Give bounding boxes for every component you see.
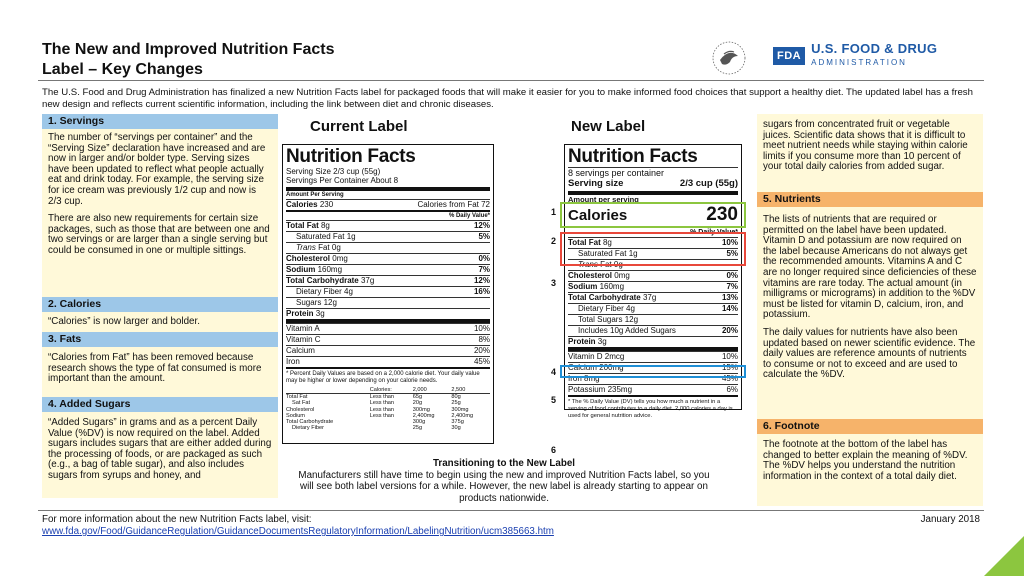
new-nutrient-dv: 20% — [721, 326, 738, 335]
footer-divider — [38, 510, 984, 511]
current-nutrition-label — [282, 144, 494, 444]
current-nutrient-name: Total Carbohydrate — [286, 276, 359, 285]
new-calories-value: 230 — [706, 204, 738, 225]
footer — [42, 514, 922, 538]
new-dv-header: % Daily Value* — [568, 226, 738, 237]
new-nutrient-dv: 13% — [721, 293, 738, 302]
header-divider — [38, 80, 984, 81]
new-nutrient-amount: 12g — [624, 315, 639, 324]
new-nutrient-amount: 0mg — [614, 271, 630, 280]
new-nutrient-name: Sodium — [568, 282, 598, 291]
section-nutrients-heading: 5. Nutrients — [757, 192, 983, 207]
new-calories-label: Calories — [568, 207, 628, 224]
section-nutrients-body — [757, 207, 983, 419]
current-row — [286, 297, 490, 308]
footnote-table-row — [286, 394, 490, 401]
current-vitamin-name: Vitamin A — [286, 324, 320, 333]
transition-note — [294, 458, 714, 504]
new-row-label — [568, 326, 676, 336]
servings-paragraph-1: The number of “servings per container” and the “Serving Size” declaration have increased and are now in larger and/or bolder type. Serving sizes have been updated to reflect what people actually eat and drink today. For example, the serving size for ice cream was previously 1/2 cup and now is 2/3 cup. — [48, 132, 266, 207]
footnote-table-cell: 375g — [451, 419, 464, 426]
new-nutrient-name: Dietary Fiber — [578, 304, 624, 313]
current-nutrient-name: Sodium — [286, 265, 316, 274]
new-nutrient-name: Trans — [578, 260, 598, 269]
footnote-table-cell: Less than — [369, 394, 395, 401]
current-nutrient-amount: 8g — [320, 221, 330, 230]
new-serving-size-row — [568, 178, 738, 189]
current-row — [286, 286, 490, 297]
new-nutrient-amount: 37g — [642, 293, 657, 302]
current-row-label — [286, 309, 325, 319]
current-row — [286, 253, 490, 264]
footnote-table-cell: 20g — [412, 400, 423, 407]
new-row-label — [568, 271, 630, 281]
right-column — [757, 114, 983, 506]
transition-title: Transitioning to the New Label — [432, 458, 576, 469]
current-calories-value: 230 — [319, 200, 334, 209]
new-row-label — [568, 249, 638, 259]
new-nutrient-amount: 8g — [602, 238, 612, 247]
badge-6: 6 — [548, 445, 559, 456]
section-servings-body — [42, 129, 278, 297]
current-vitamin-row — [286, 345, 490, 356]
badge-4: 4 — [548, 367, 559, 378]
new-row-label — [568, 337, 607, 347]
current-nutrient-amount: 4g — [344, 287, 353, 296]
new-servings: 8 servings per container — [568, 167, 738, 178]
current-nutrient-rows — [286, 220, 490, 319]
current-row — [286, 264, 490, 275]
current-calories-label: Calories — [286, 200, 318, 209]
footnote-table-cell: Less than — [369, 412, 395, 419]
new-row-label — [568, 282, 624, 292]
current-vitamin-name: Vitamin C — [286, 335, 321, 344]
footnote-table-cell: 30g — [451, 425, 461, 432]
nutrients-paragraph-2: The daily values for nutrients have also been updated based on newer scientific evidence. The daily values are reference amounts of nutrients to consume or not to exceed and are used to calculate the %DV. — [763, 326, 976, 381]
new-row — [568, 281, 738, 292]
footnote-table-cell: Total Fat — [286, 394, 308, 401]
new-nutrient-name: Cholesterol — [568, 271, 613, 280]
new-row — [568, 259, 738, 270]
new-vitamin-row — [568, 362, 738, 373]
new-row-label — [568, 238, 612, 248]
footnote-table-cell: Dietary Fiber — [292, 425, 325, 432]
intro-paragraph: The U.S. Food and Drug Administration has finalized a new Nutrition Facts label for packaged foods that will make it easier for you to make informed food choices that support a healthy diet. The updated label has a fresh new design and reflects current scientific information, including the link between diet and chronic diseases. — [42, 87, 973, 110]
new-nutrient-dv: 14% — [721, 304, 738, 313]
new-vitamin-row — [568, 351, 738, 362]
new-nutrient-dv: 0% — [726, 271, 738, 280]
new-row — [568, 314, 738, 325]
new-nutrition-label — [564, 144, 742, 419]
new-nutrient-name: Total Sugars — [578, 315, 623, 324]
current-row-label — [286, 287, 353, 297]
current-vitamin-dv: 8% — [478, 335, 490, 344]
corner-decoration — [984, 536, 1024, 576]
new-nutrient-amount: 4g — [626, 304, 635, 313]
current-vitamin-row — [286, 356, 490, 367]
new-vitamin-name: Iron 8mg — [568, 374, 600, 383]
current-row-label — [286, 232, 356, 242]
new-nutrient-amount: Fat 0g — [600, 260, 623, 269]
current-nutrient-dv: 7% — [478, 265, 490, 274]
new-vitamin-dv: 45% — [721, 374, 738, 383]
new-vitamin-name: Potassium 235mg — [568, 385, 633, 394]
current-calories-row — [286, 199, 490, 210]
badge-5: 5 — [548, 395, 559, 406]
footnote-table-cell: Less than — [369, 406, 395, 413]
footnote-table-cell: 300mg — [451, 406, 469, 413]
new-nf-title: Nutrition Facts — [568, 146, 698, 167]
section-calories-heading: 2. Calories — [42, 297, 278, 312]
current-row-label — [286, 221, 330, 231]
current-row — [286, 308, 490, 319]
current-nutrient-dv: 0% — [478, 254, 490, 263]
new-row-label — [568, 260, 623, 270]
title-line-2: Label – Key Changes — [42, 61, 203, 78]
transition-body: Manufacturers still have time to begin using the new and improved Nutrition Facts label, so you will see both label versions for a while. However, the new label is already starting to appear on products nationwide. — [298, 469, 710, 504]
current-amount-per: Amount Per Serving — [286, 187, 490, 199]
footnote-table-cell: Sodium — [286, 412, 305, 419]
new-amount-per: Amount per serving — [568, 191, 738, 204]
current-nutrient-amount: 3g — [315, 309, 325, 318]
current-nutrient-dv: 5% — [478, 232, 490, 241]
footnote-table-cell: 2,400mg — [451, 412, 474, 419]
new-vitamin-name: Vitamin D 2mcg — [568, 352, 625, 361]
new-row — [568, 303, 738, 314]
current-vitamin-name: Calcium — [286, 346, 315, 355]
new-nutrient-amount: 160mg — [599, 282, 625, 291]
footnote-table-cell: 25g — [451, 400, 461, 407]
label-comparison — [282, 114, 754, 455]
current-vitamin-rows — [286, 319, 490, 367]
new-row — [568, 336, 738, 347]
current-nutrient-name: Dietary Fiber — [296, 287, 342, 296]
new-vitamin-dv: 10% — [721, 352, 738, 361]
section-fats-body: “Calories from Fat” has been removed because research shows the type of fat consumed is more important than the amount. — [42, 347, 278, 397]
new-serving-size-label: Serving size — [568, 178, 624, 189]
new-nutrient-amount: 1g — [628, 249, 638, 258]
new-row — [568, 270, 738, 281]
footnote-table-head — [286, 387, 490, 394]
footnote-table-cell: 65g — [412, 394, 423, 401]
badge-2: 2 — [548, 236, 559, 247]
current-nutrient-dv: 12% — [473, 276, 490, 285]
current-cal-from-fat: Calories from Fat 72 — [417, 200, 490, 209]
footer-link[interactable]: www.fda.gov/Food/GuidanceRegulation/GuidanceDocumentsRegulatoryInformation/LabelingNutrition/ucm385663.htm — [42, 526, 554, 537]
publication-date: January 2018 — [920, 514, 980, 525]
footnote-table-cell: 80g — [451, 394, 461, 401]
current-nutrient-name: Protein — [286, 309, 314, 318]
current-vitamin-dv: 45% — [473, 357, 490, 366]
section-calories-body: “Calories” is now larger and bolder. — [42, 312, 278, 332]
current-label-heading: Current Label — [310, 118, 408, 135]
page-title — [42, 40, 462, 80]
new-nutrient-dv: 7% — [726, 282, 738, 291]
current-row-label — [286, 298, 337, 308]
current-servings-per: Servings Per Container About 8 — [286, 176, 399, 185]
new-row-label — [568, 304, 635, 314]
current-vitamin-dv: 20% — [473, 346, 490, 355]
new-nutrient-name: Protein — [568, 337, 596, 346]
current-nutrient-name: Total Fat — [286, 221, 319, 230]
footnote-table-row — [286, 425, 490, 431]
hhs-eagle-icon — [710, 40, 748, 76]
current-footnote: * Percent Daily Values are based on a 2,000 calorie diet. Your daily value may be higher or lower depending on your calorie needs. — [286, 367, 490, 385]
footnote-table-cell: 300mg — [412, 406, 430, 413]
new-vitamin-name: Calcium 200mg — [568, 363, 624, 372]
current-nutrient-amount: 1g — [346, 232, 356, 241]
new-row — [568, 237, 738, 248]
new-row-label — [568, 315, 638, 325]
left-column — [42, 114, 278, 498]
footnote-table-cell: 2,500 — [451, 387, 466, 393]
new-row — [568, 292, 738, 303]
current-nutrient-name: Sugars — [296, 298, 322, 307]
new-row-label — [568, 293, 656, 303]
current-vitamin-dv: 10% — [473, 324, 490, 333]
fda-agency-name — [811, 42, 937, 70]
badge-3: 3 — [548, 278, 559, 289]
current-nutrient-amount: 0mg — [332, 254, 348, 263]
footnote-table-cell: 2,400mg — [412, 412, 435, 419]
section-added-sugars-heading: 4. Added Sugars — [42, 397, 278, 412]
current-row — [286, 275, 490, 286]
footnote-table-cell: Calories: — [369, 387, 392, 393]
section-footnote-heading: 6. Footnote — [757, 419, 983, 434]
footnote-table-cell: Total Carbohydrate — [286, 419, 334, 426]
badge-1: 1 — [548, 207, 559, 218]
new-calories-row — [568, 204, 738, 226]
section-added-sugars-body: “Added Sugars” in grams and as a percent Daily Value (%DV) is now required on the label. Added sugars includes sugars that are either added during the processing of foods, or are packaged as such (e.g., a bag of table sugar), and also includes sugars from syrups and honey, and — [42, 412, 278, 498]
current-serving-size: Serving Size 2/3 cup (55g) — [286, 167, 381, 176]
new-label-heading: New Label — [571, 118, 646, 135]
footer-text: For more information about the new Nutrition Facts label, visit: — [42, 514, 312, 525]
new-nutrient-name: Saturated Fat — [578, 249, 627, 258]
title-line-1: The New and Improved Nutrition Facts — [42, 41, 335, 58]
footnote-table-cell — [286, 387, 370, 394]
footnote-table-cell — [370, 425, 413, 431]
footnote-table-cell: Cholesterol — [286, 406, 315, 413]
new-vitamin-row — [568, 373, 738, 384]
agency-line-2: ADMINISTRATION — [811, 58, 907, 67]
new-serving-size-value: 2/3 cup (55g) — [679, 178, 738, 189]
current-nutrient-amount: 12g — [323, 298, 337, 307]
current-nutrient-name: Trans — [296, 243, 316, 252]
footnote-table-cell: 2,000 — [412, 387, 427, 393]
document-page — [38, 38, 984, 538]
new-nutrient-dv: 10% — [721, 238, 738, 247]
current-nf-title: Nutrition Facts — [286, 146, 416, 167]
footnote-table-cell: 25g — [412, 425, 423, 432]
new-nutrient-dv: 5% — [726, 249, 738, 258]
current-row — [286, 220, 490, 231]
current-vitamin-row — [286, 334, 490, 345]
new-nutrient-amount: 3g — [597, 337, 607, 346]
section-added-sugars-continued: sugars from concentrated fruit or vegetable juices. Scientific data shows that it is difficult to meet nutrient needs while staying within calorie limits if you consume more than 10 percent of your total daily calories from added sugar. — [757, 114, 983, 192]
fda-logo — [773, 42, 937, 70]
new-vitamin-row — [568, 384, 738, 395]
current-row-label — [286, 265, 342, 275]
section-footnote-body: The footnote at the bottom of the label has changed to better explain the meaning of %DV. The %DV helps you understand the nutrition information in the context of a total daily diet. — [757, 434, 983, 506]
new-nutrient-name: Total Carbohydrate — [568, 293, 641, 302]
nutrients-paragraph-1: The lists of nutrients that are required or permitted on the label have been updated. Vitamin D and potassium are now required on the label because Americans do not always get the recommended amounts. Vitamins A and C are no longer required since deficiencies of these vitamins are rare today. The actual amount (in milligrams or micrograms) in addition to the %DV must be listed for vitamin D, calcium, iron, and potassium. — [763, 214, 977, 321]
current-row-label — [286, 254, 348, 264]
agency-line-1: U.S. FOOD & DRUG — [811, 41, 938, 56]
current-dv-header: % Daily Value* — [286, 210, 490, 220]
current-nutrient-amount: 160mg — [317, 265, 343, 274]
fda-badge: FDA — [773, 47, 805, 65]
section-servings-heading: 1. Servings — [42, 114, 278, 129]
new-footnote: * The % Daily Value (DV) tells you how much a nutrient in a serving of food contributes to a daily diet. 2,000 calories a day is used for general nutrition advice. — [568, 395, 738, 420]
servings-paragraph-2: There are also new requirements for certain size packages, such as those that are between one and two servings or are larger than a single serving but could be consumed in one or multiple sittings. — [48, 213, 270, 256]
footnote-table-cell: 300g — [412, 419, 426, 426]
footnote-table-cell: Sat Fat — [292, 400, 311, 407]
current-nutrient-dv: 16% — [473, 287, 490, 296]
new-vitamin-dv: 6% — [726, 385, 738, 394]
new-row — [568, 325, 738, 336]
current-nutrient-amount: Fat 0g — [318, 243, 341, 252]
current-nutrient-name: Cholesterol — [286, 254, 331, 263]
current-footnote-table — [286, 387, 490, 431]
current-vitamin-row — [286, 323, 490, 334]
current-nutrient-name: Saturated Fat — [296, 232, 345, 241]
section-fats-heading: 3. Fats — [42, 332, 278, 347]
current-nutrient-amount: 37g — [360, 276, 375, 285]
new-nutrient-name: Total Fat — [568, 238, 601, 247]
new-vitamin-rows — [568, 347, 738, 395]
current-row — [286, 242, 490, 253]
current-vitamin-name: Iron — [286, 357, 300, 366]
current-row — [286, 231, 490, 242]
new-row — [568, 248, 738, 259]
new-nutrient-name: Includes 10g Added Sugars — [578, 326, 676, 335]
current-row-label — [286, 276, 374, 286]
footnote-table-cell: Less than — [369, 400, 395, 407]
current-nutrient-dv: 12% — [473, 221, 490, 230]
new-nutrient-rows — [568, 237, 738, 347]
current-row-label — [286, 243, 341, 253]
new-vitamin-dv: 15% — [721, 363, 738, 372]
